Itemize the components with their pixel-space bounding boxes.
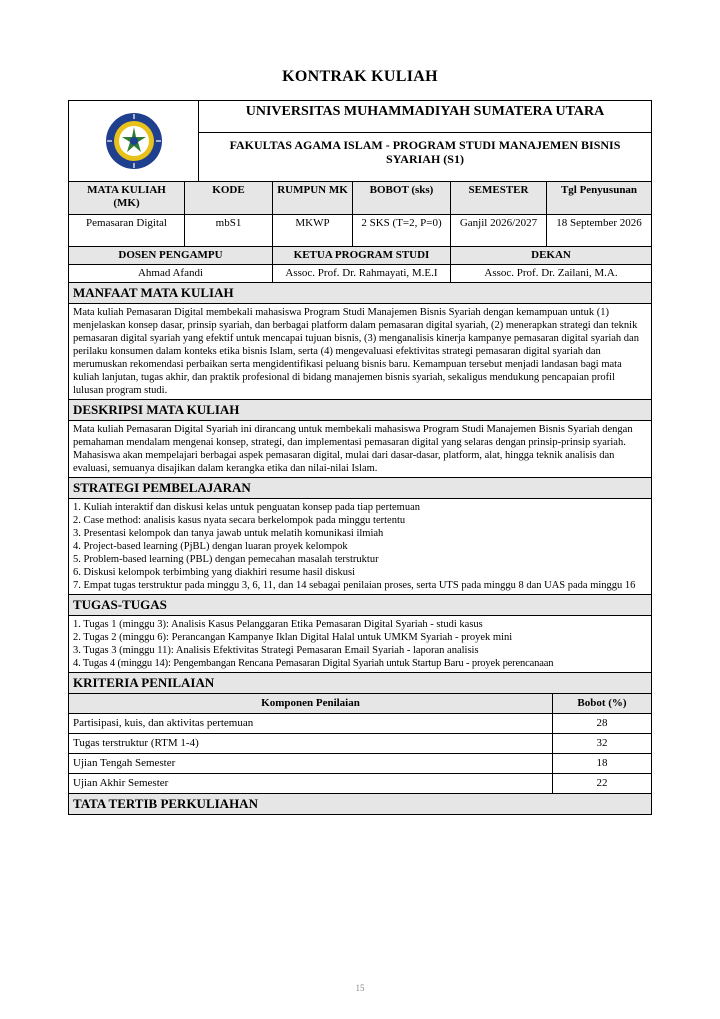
strategi-list xyxy=(69,498,652,594)
tugas-list xyxy=(69,615,652,672)
list-item: 2. Case method: analisis kasus nyata secara berkelompok pada minggu tertentu xyxy=(73,514,406,526)
contract-table xyxy=(68,100,652,815)
list-item: 6. Diskusi kelompok terbimbing yang diakhiri resume hasil diskusi xyxy=(73,566,356,578)
faculty-name: FAKULTAS AGAMA ISLAM - PROGRAM STUDI MANAJEMEN BISNIS SYARIAH (S1) xyxy=(199,133,652,182)
tata-tertib-heading: TATA TERTIB PERKULIAHAN xyxy=(69,794,652,815)
header-dosen-pengampu: DOSEN PENGAMPU xyxy=(69,247,273,265)
people-table xyxy=(68,247,652,283)
list-item: 1. Tugas 1 (minggu 3): Analisis Kasus Pelanggaran Etika Pemasaran Digital Syariah - studi kasus xyxy=(73,618,483,630)
header-semester: SEMESTER xyxy=(451,182,547,214)
list-item: 3. Presentasi kelompok dan tanya jawab untuk melatih komunikasi ilmiah xyxy=(73,527,384,539)
header-tgl-penyusunan: Tgl Penyusunan xyxy=(547,182,652,214)
grading-komponen: Tugas terstruktur (RTM 1-4) xyxy=(69,734,553,754)
grading-komponen: Ujian Tengah Semester xyxy=(69,754,553,774)
deskripsi-text: Mata kuliah Pemasaran Digital Syariah ini dirancang untuk membekali mahasiswa Program Studi Manajemen Bisnis Syariah dengan pemahaman mendalam mengenai konsep, strategi, dan implementasi pemasaran digital yang selaras dengan prinsip-prinsip syariah. Mahasiswa akan mempelajari berbagai aspek pemasaran digital, mulai dari dasar-dasar, platform, alat, hingga teknik analisis dan evaluasi, semuanya disajikan dalam kerangka etika dan nilai-nilai Islam. xyxy=(69,420,652,477)
header-dekan: DEKAN xyxy=(451,247,652,265)
header-kode: KODE xyxy=(185,182,273,214)
value-tgl-penyusunan: 18 September 2026 xyxy=(547,214,652,246)
list-item: 4. Project-based learning (PjBL) dengan luaran proyek kelompok xyxy=(73,540,348,552)
value-ketua-prodi: Assoc. Prof. Dr. Rahmayati, M.E.I xyxy=(273,264,451,282)
header-mata-kuliah: MATA KULIAH (MK) xyxy=(69,182,185,214)
deskripsi-heading: DESKRIPSI MATA KULIAH xyxy=(69,399,652,420)
header-bobot-persen: Bobot (%) xyxy=(553,694,652,714)
manfaat-heading: MANFAAT MATA KULIAH xyxy=(69,283,652,304)
strategi-heading: STRATEGI PEMBELAJARAN xyxy=(69,477,652,498)
university-logo xyxy=(104,111,164,171)
value-dekan: Assoc. Prof. Dr. Zailani, M.A. xyxy=(451,264,652,282)
value-semester: Ganjil 2026/2027 xyxy=(451,214,547,246)
value-bobot: 2 SKS (T=2, P=0) xyxy=(353,214,451,246)
page-number: 15 xyxy=(355,983,365,993)
grading-bobot: 28 xyxy=(553,714,652,734)
course-info-table xyxy=(68,182,652,247)
list-item: 5. Problem-based learning (PBL) dengan pemecahan masalah terstruktur xyxy=(73,553,379,565)
list-item: 1. Kuliah interaktif dan diskusi kelas untuk penguatan konsep pada tiap pertemuan xyxy=(73,501,420,513)
kriteria-heading: KRITERIA PENILAIAN xyxy=(69,672,652,693)
header-komponen: Komponen Penilaian xyxy=(69,694,553,714)
grading-table xyxy=(68,694,652,795)
grading-komponen: Ujian Akhir Semester xyxy=(69,774,553,794)
list-item: 4. Tugas 4 (minggu 14): Pengembangan Rencana Pemasaran Digital Syariah untuk Startup Baru - proyek perencanaan xyxy=(73,657,554,669)
header-ketua-prodi: KETUA PROGRAM STUDI xyxy=(273,247,451,265)
header-table xyxy=(68,100,652,182)
value-rumpun: MKWP xyxy=(273,214,353,246)
logo-cell xyxy=(69,101,199,182)
list-item: 2. Tugas 2 (minggu 6): Perancangan Kampanye Iklan Digital Halal untuk UMKM Syariah - proyek mini xyxy=(73,631,513,643)
value-dosen-pengampu: Ahmad Afandi xyxy=(69,264,273,282)
sections-table xyxy=(68,283,652,694)
document-title: KONTRAK KULIAH xyxy=(282,68,438,85)
manfaat-text: Mata kuliah Pemasaran Digital membekali mahasiswa Program Studi Manajemen Bisnis Syariah dengan kemampuan untuk (1) menjelaskan konsep dasar, prinsip syariah, dan berbagai platform dalam pemasaran digital syariah, (2) menerapkan strategi dan teknik pemasaran digital syariah yang efektif untuk mencapai tujuan bisnis, (3) menganalisis kinerja kampanye pemasaran digital syariah dan perilaku konsumen dalam konteks etika bisnis Islam, serta (4) mengevaluasi efektivitas strategi pemasaran digital syariah dan merumuskan rekomendasi perbaikan serta mengidentifikasi peluang bisnis baru. Kemampuan tersebut menjadi landasan bagi mata kuliah lanjutan, tugas akhir, dan praktik profesional di bidang manajemen bisnis syariah, sekaligus mendukung pencapaian profil lulusan program studi. xyxy=(69,303,652,399)
grading-komponen: Partisipasi, kuis, dan aktivitas pertemuan xyxy=(69,714,553,734)
grading-bobot: 32 xyxy=(553,734,652,754)
list-item: 7. Empat tugas terstruktur pada minggu 3, 6, 11, dan 14 sebagai penilaian proses, serta UTS pada minggu 8 dan UAS pada minggu 16 xyxy=(73,579,636,591)
grading-bobot: 22 xyxy=(553,774,652,794)
header-bobot: BOBOT (sks) xyxy=(353,182,451,214)
university-name: UNIVERSITAS MUHAMMADIYAH SUMATERA UTARA xyxy=(199,101,652,133)
header-rumpun: RUMPUN MK xyxy=(273,182,353,214)
grading-bobot: 18 xyxy=(553,754,652,774)
list-item: 3. Tugas 3 (minggu 11): Analisis Efektivitas Strategi Pemasaran Email Syariah - laporan analisis xyxy=(73,644,479,656)
tata-tertib-table xyxy=(68,794,652,815)
value-kode: mbS1 xyxy=(185,214,273,246)
value-mata-kuliah: Pemasaran Digital xyxy=(69,214,185,246)
tugas-heading: TUGAS-TUGAS xyxy=(69,594,652,615)
